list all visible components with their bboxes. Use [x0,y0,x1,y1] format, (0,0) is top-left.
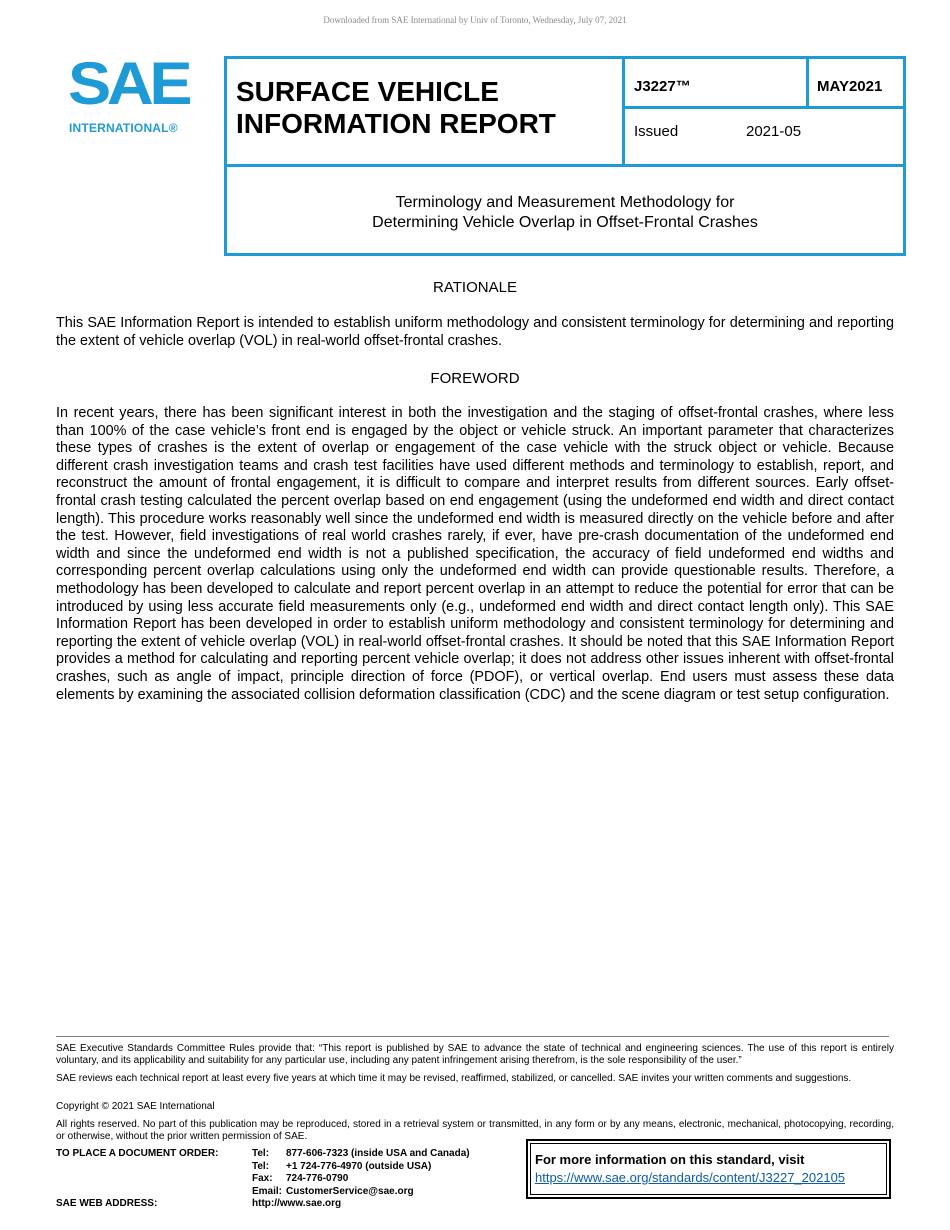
document-type-title [236,76,556,140]
rationale-paragraph: This SAE Information Report is intended to establish uniform methodology and consistent terminology for determining and reporting the extent of vehicle overlap (VOL) in real-world offset-frontal crashes. [56,315,894,349]
order-label: TO PLACE A DOCUMENT ORDER: [56,1148,219,1159]
tel2-label: Tel: [252,1161,270,1172]
rights-text: All rights reserved. No part of this publication may be reproduced, stored in a retrieval system or transmitted, in any form or by any means, electronic, mechanical, photocopying, recording, or otherwise, without the prior written permission of SAE. [56,1119,894,1142]
sae-logo [68,50,193,140]
tel2-value: +1 724-776-4970 (outside USA) [286,1161,432,1172]
committee-rules-text: SAE Executive Standards Committee Rules provide that: “This report is published by SAE to advance the state of technical and engineering sciences. The use of this report is entirely voluntary, and its applicability and suitability for any particular use, including any patent infringement arising therefrom, is the sole responsibility of the user.” [56,1043,894,1066]
more-info-text: For more information on this standard, visit [535,1152,805,1167]
issued-value: 2021-05 [746,123,802,140]
copyright-text: Copyright © 2021 SAE International [56,1101,215,1112]
tel-label: Tel: [252,1148,270,1159]
footer-divider [56,1036,889,1037]
header-row-divider [622,106,906,109]
more-info-box-inner [530,1143,887,1195]
logo-subtext: INTERNATIONAL® [69,121,178,135]
subtitle-line-2: Determining Vehicle Overlap in Offset-Frontal Crashes [372,214,758,231]
tel-value: 877-606-7323 (inside USA and Canada) [286,1148,470,1159]
web-value[interactable]: http://www.sae.org [252,1198,342,1209]
header-date-divider [806,56,809,108]
header-column-divider [622,56,625,166]
download-watermark: Downloaded from SAE International by Univ of Toronto, Wednesday, July 07, 2021 [323,15,627,25]
document-subtitle [227,193,903,233]
foreword-paragraph: In recent years, there has been significant interest in both the investigation and the staging of offset-frontal crashes, where less than 100% of the case vehicle’s front end is engaged by the object or vehicle struck. An important parameter that characterizes these types of crashes is the extent of overlap or engagement of the case vehicle with the struck object or vehicle. Because different crash investigation teams and crash test facilities have used different methods and terminology to establish, report, and reconstruct the amount of frontal engagement, it is difficult to compare and interpret results from different sources. Early offset-frontal crash testing calculated the percent overlap based on end engagement (using the undeformed end width and direct contact length). This procedure works reasonably well since the undeformed end width is measured directly on the vehicle before and after the test. However, field investigations of real world crashes rarely, if ever, have pre-crash documentation of the undeformed end width and since the undeformed end width is not a published specification, the accuracy of field undeformed end widths and corresponding percent overlap calculations using only the undeformed end width can provide questionable results. Therefore, a methodology has been developed to calculate and report percent overlap in an attempt to reduce the potential for error that can be introduced by using less accurate field measurements only (e.g., undeformed end width and direct contact length only). This SAE Information Report has been developed in order to establish uniform methodology and consistent terminology for determining and reporting the extent of vehicle overlap (VOL) in real-world offset-frontal crashes. It should be noted that this SAE Information Report provides a method for calculating and reporting percent vehicle overlap; it does not address other issues inherent with offset-frontal crashes, such as angle of impact, principle direction of force (PDOF), or vertical overlap. End users must assess these data elements by examining the associated collision deformation classification (CDC) and the scene diagram or test setup configuration. [56,405,894,703]
review-text: SAE reviews each technical report at least every five years at which time it may be revised, reaffirmed, stabilized, or cancelled. SAE invites your written comments and suggestions. [56,1073,852,1084]
document-date: MAY2021 [817,78,883,95]
fax-label: Fax: [252,1173,273,1184]
subtitle-line-1: Terminology and Measurement Methodology for [395,194,735,211]
title-line-1: SURFACE VEHICLE [236,76,499,107]
rationale-heading: RATIONALE [433,279,517,296]
email-label: Email: [252,1186,283,1197]
standard-link[interactable]: https://www.sae.org/standards/content/J3227_202105 [535,1170,846,1185]
issued-label: Issued [634,123,679,140]
title-line-2: INFORMATION REPORT [236,108,556,139]
email-value[interactable]: CustomerService@sae.org [286,1186,414,1197]
web-label: SAE WEB ADDRESS: [56,1198,158,1209]
header-divider [224,164,906,167]
foreword-heading: FOREWORD [430,370,520,387]
fax-value: 724-776-0790 [286,1173,349,1184]
document-number: J3227™ [634,78,691,95]
logo-mark: SAE [68,50,189,117]
